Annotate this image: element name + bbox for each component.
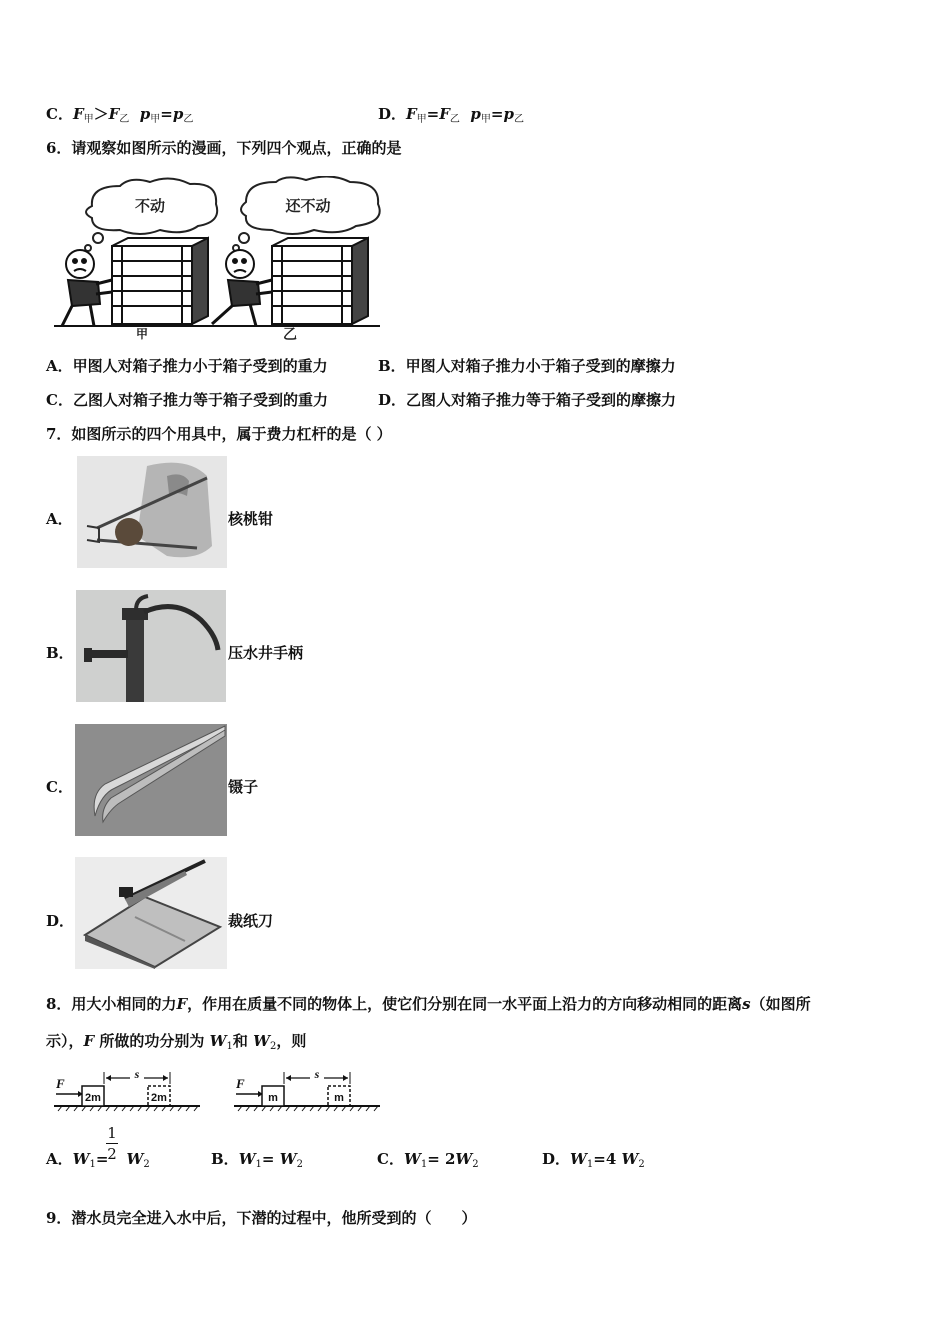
q8-option-a xyxy=(46,1148,150,1170)
option-letter: A． xyxy=(46,1150,73,1168)
symbol-p: p xyxy=(172,105,184,123)
symbol-w: W xyxy=(72,1150,90,1168)
symbol-w: W xyxy=(570,1150,587,1168)
subscript: 1 xyxy=(586,1159,594,1170)
option-letter: B． xyxy=(211,1150,239,1168)
symbol-f: F xyxy=(406,105,417,123)
q9-stem: 9．潜水员完全进入水中后，下潜的过程中，他所受到的（ ） xyxy=(46,1209,477,1227)
symbol-w: W xyxy=(621,1150,639,1168)
text: ，则 xyxy=(276,1032,307,1050)
symbol-f: F xyxy=(72,105,84,123)
subscript: 2 xyxy=(143,1159,150,1170)
text: 8．用大小相同的力 xyxy=(46,995,177,1013)
q7-option-b-label: 压水井手柄 xyxy=(228,644,304,662)
force-label: F xyxy=(56,1076,65,1091)
symbol-f: F xyxy=(176,995,188,1013)
q7-stem: 7．如图所示的四个用具中，属于费力杠杆的是（ ） xyxy=(46,425,392,443)
operator: =4 xyxy=(593,1150,622,1168)
subscript: 乙 xyxy=(119,114,130,125)
subscript: 2 xyxy=(638,1159,645,1170)
q7-option-d-letter: D． xyxy=(46,912,75,930)
q6-option-c: C．乙图人对箱子推力等于箱子受到的重力 xyxy=(46,391,328,409)
q6-cartoon-figure xyxy=(50,176,390,342)
q7-option-b-letter: B． xyxy=(46,644,74,662)
text: 和 xyxy=(232,1032,254,1050)
person-right-icon xyxy=(212,250,272,326)
symbol-w: W xyxy=(238,1150,256,1168)
symbol-p: p xyxy=(139,105,151,123)
mass-label: 2m xyxy=(151,1092,167,1104)
symbol-f: F xyxy=(108,105,120,123)
fraction-one-half xyxy=(104,1124,120,1163)
q8-option-b xyxy=(211,1148,303,1170)
tweezers-photo xyxy=(75,724,227,836)
subscript: 甲 xyxy=(150,114,161,125)
q8-stem-line2 xyxy=(46,1030,306,1052)
subscript: 1 xyxy=(226,1041,233,1052)
q7-option-c-label: 镊子 xyxy=(228,778,259,796)
mass-label: m xyxy=(268,1092,278,1104)
mass-label: 2m xyxy=(85,1092,101,1104)
box-left xyxy=(112,238,208,324)
symbol-w: W xyxy=(279,1150,297,1168)
cloud-text-right: 还不动 xyxy=(285,198,331,215)
q7-option-c-letter: C． xyxy=(46,778,73,796)
fraction-denominator: 2 xyxy=(107,1145,117,1163)
subscript: 甲 xyxy=(83,114,94,125)
symbol-w: W xyxy=(126,1150,144,1168)
operator: = xyxy=(261,1150,280,1168)
cloud-text-left: 不动 xyxy=(134,198,166,215)
paper-cutter-photo xyxy=(75,857,227,969)
symbol-w: W xyxy=(253,1032,270,1050)
mass-label: m xyxy=(334,1092,344,1104)
subscript: 2 xyxy=(472,1159,479,1170)
operator: = xyxy=(160,105,173,123)
operator: = xyxy=(95,1150,109,1168)
subscript: 甲 xyxy=(480,114,491,125)
q6-option-b: B．甲图人对箱子推力小于箱子受到的摩擦力 xyxy=(378,357,676,375)
subscript: 2 xyxy=(269,1041,277,1052)
q5-option-d xyxy=(378,103,524,125)
q5-option-c xyxy=(46,103,193,125)
fraction-numerator: 1 xyxy=(107,1124,117,1142)
q7-option-d-label: 裁纸刀 xyxy=(228,912,274,930)
operator: = xyxy=(490,105,504,123)
distance-label: s xyxy=(314,1068,320,1081)
operator: = 2 xyxy=(427,1150,456,1168)
subscript: 1 xyxy=(420,1159,428,1170)
subscript: 乙 xyxy=(449,114,460,125)
nutcracker-photo xyxy=(77,456,227,568)
caption-right: 乙 xyxy=(283,326,297,342)
text: （如图所 xyxy=(750,995,811,1013)
caption-left: 甲 xyxy=(135,327,149,341)
force-label: F xyxy=(236,1076,245,1091)
symbol-w: W xyxy=(209,1032,227,1050)
subscript: 乙 xyxy=(183,114,194,125)
distance-label: s xyxy=(134,1068,140,1081)
subscript: 2 xyxy=(296,1159,303,1170)
q8-option-d xyxy=(542,1148,645,1170)
q6-option-d: D．乙图人对箱子推力等于箱子受到的摩擦力 xyxy=(378,391,677,409)
text: ，作用在质量不同的物体上，使它们分别在同一水平面上沿力的方向移动相同的距离 xyxy=(187,995,743,1013)
q7-option-a-label: 核桃钳 xyxy=(228,510,274,528)
water-pump-photo xyxy=(76,590,226,702)
subscript: 1 xyxy=(89,1159,96,1170)
symbol-f: F xyxy=(439,105,450,123)
q8-figure-left xyxy=(52,1068,204,1112)
text: 所做的功分别为 xyxy=(94,1032,210,1050)
symbol-w: W xyxy=(455,1150,473,1168)
option-letter: C． xyxy=(377,1150,404,1168)
option-letter: D． xyxy=(542,1150,571,1168)
subscript: 1 xyxy=(255,1159,262,1170)
option-letter: D． xyxy=(378,105,407,123)
q8-figure-right xyxy=(232,1068,384,1112)
subscript: 甲 xyxy=(416,114,427,125)
q6-stem: 6．请观察如图所示的漫画，下列四个观点，正确的是 xyxy=(46,139,402,157)
person-left-icon xyxy=(62,250,112,326)
q7-option-a-letter: A． xyxy=(46,510,73,528)
box-right xyxy=(272,238,368,324)
operator: ＞ xyxy=(93,105,109,123)
symbol-p: p xyxy=(470,105,481,123)
symbol-w: W xyxy=(403,1150,421,1168)
subscript: 乙 xyxy=(513,114,524,125)
q6-option-a: A．甲图人对箱子推力小于箱子受到的重力 xyxy=(46,357,328,375)
symbol-s: s xyxy=(742,995,751,1013)
symbol-p: p xyxy=(503,105,514,123)
text: 示）， xyxy=(46,1032,84,1050)
q8-stem-line1 xyxy=(46,993,811,1014)
operator: = xyxy=(426,105,440,123)
option-letter: C． xyxy=(46,105,73,123)
q8-option-c xyxy=(377,1148,479,1170)
symbol-f: F xyxy=(83,1032,95,1050)
